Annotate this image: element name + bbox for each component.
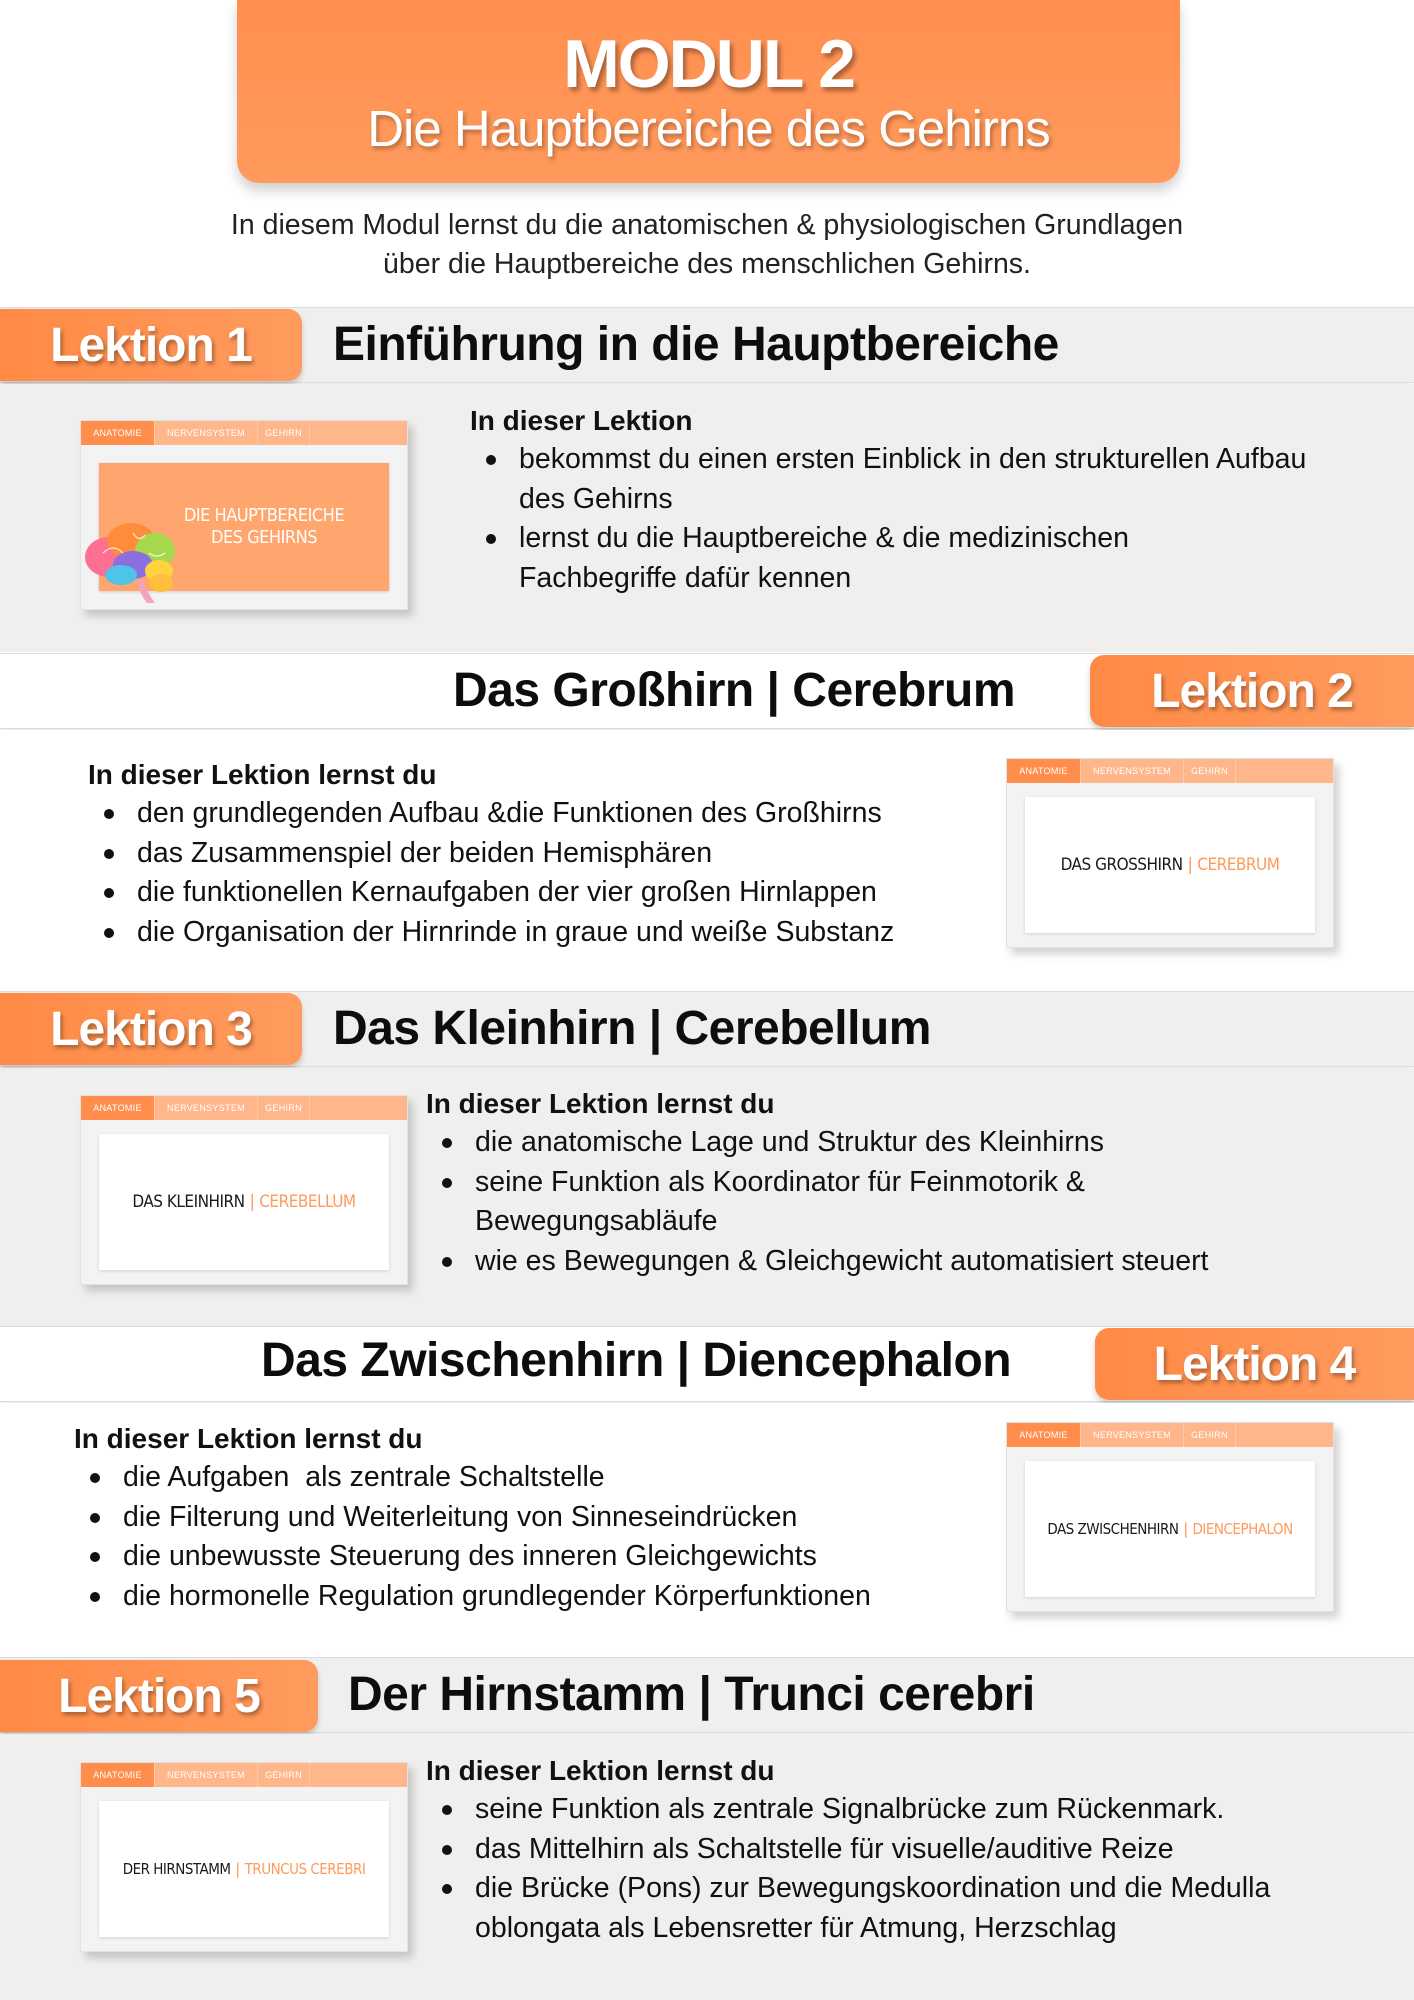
lesson-4-content	[74, 1419, 1004, 1616]
lesson-2-lead: In dieser Lektion lernst du	[88, 759, 437, 790]
lesson-3-point: seine Funktion als Koordinator für Feinmotorik & Bewegungsabläufe	[426, 1163, 1186, 1242]
lesson-4-thumbnail[interactable]	[1006, 1422, 1334, 1612]
thumbnail-slide	[1025, 797, 1315, 933]
lesson-5-point: die Brücke (Pons) zur Bewegungskoordination und die Medulla oblongata als Lebensretter für Atmung, Herzschlag	[426, 1869, 1326, 1948]
lesson-4-point: die hormonelle Regulation grundlegender Körperfunktionen	[74, 1577, 1004, 1617]
thumb-latin: DIENCEPHALON	[1192, 1520, 1293, 1538]
lesson-4-points	[74, 1458, 1004, 1616]
lesson-2-content	[88, 755, 1008, 952]
lesson-3-title: Das Kleinhirn | Cerebellum	[333, 1002, 931, 1055]
lesson-2-point: die Organisation der Hirnrinde in graue und weiße Substanz	[88, 913, 1008, 953]
lesson-3-point: die anatomische Lage und Struktur des Kleinhirns	[426, 1123, 1326, 1163]
thumb-separator: |	[235, 1860, 240, 1878]
brain-icon	[83, 513, 181, 605]
thumb-latin: TRUNCUS CEREBRI	[244, 1860, 366, 1878]
lesson-1-lead: In dieser Lektion	[470, 405, 693, 436]
lesson-3-points	[426, 1123, 1326, 1281]
thumb-nav-gehirn: GEHIRN	[1184, 759, 1236, 783]
thumbnail-nav	[81, 1763, 407, 1787]
intro-line-2: über die Hauptbereiche des menschlichen Gehirns.	[383, 248, 1031, 280]
thumb-nav-nervensystem: NERVENSYSTEM	[155, 1096, 258, 1120]
thumbnail-nav	[81, 1096, 407, 1120]
lesson-2-point: die funktionellen Kernaufgaben der vier großen Hirnlappen	[88, 873, 1008, 913]
thumb-separator: |	[1187, 855, 1193, 875]
intro-line-1: In diesem Modul lernst du die anatomischen & physiologischen Grundlagen	[230, 209, 1184, 241]
lesson-1-tab[interactable]: Lektion 1	[0, 309, 302, 381]
lesson-2-title: Das Großhirn | Cerebrum	[453, 664, 1016, 717]
lesson-3-thumbnail[interactable]	[80, 1095, 408, 1285]
thumbnail-slide	[99, 1801, 389, 1937]
thumb-nav-nervensystem: NERVENSYSTEM	[1081, 1423, 1184, 1447]
lesson-3-content	[426, 1084, 1326, 1281]
thumb-nav-anatomie: ANATOMIE	[81, 421, 155, 445]
thumb-nav-gehirn: GEHIRN	[258, 421, 310, 445]
lesson-2-point: den grundlegenden Aufbau &die Funktionen des Großhirns	[88, 794, 1008, 834]
thumb-title: DAS GROSSHIRN	[1060, 855, 1183, 875]
lesson-5-lead: In dieser Lektion lernst du	[426, 1755, 775, 1786]
lesson-5-point: das Mittelhirn als Schaltstelle für visuelle/auditive Reize	[426, 1830, 1356, 1870]
thumb-separator: |	[1183, 1520, 1188, 1538]
lesson-5-content	[426, 1751, 1356, 1948]
lesson-3-lead: In dieser Lektion lernst du	[426, 1088, 775, 1119]
thumb-latin: CEREBRUM	[1197, 855, 1280, 875]
lesson-1-content	[470, 401, 1370, 598]
lesson-3-point: wie es Bewegungen & Gleichgewicht automatisiert steuert	[426, 1242, 1326, 1282]
lesson-5-title: Der Hirnstamm | Trunci cerebri	[348, 1668, 1035, 1721]
module-title: Die Hauptbereiche des Gehirns	[367, 100, 1050, 157]
thumb-title: DER HIRNSTAMM	[122, 1860, 231, 1878]
thumb-nav-nervensystem: NERVENSYSTEM	[155, 1763, 258, 1787]
thumb-nav-anatomie: ANATOMIE	[1007, 1423, 1081, 1447]
lesson-4-point: die Filterung und Weiterleitung von Sinneseindrücken	[74, 1498, 1004, 1538]
thumb-nav-gehirn: GEHIRN	[258, 1763, 310, 1787]
lesson-1-points	[470, 440, 1370, 598]
module-header-banner	[237, 0, 1180, 183]
thumb-nav-nervensystem: NERVENSYSTEM	[1081, 759, 1184, 783]
lesson-4-point: die unbewusste Steuerung des inneren Gleichgewichts	[74, 1537, 1004, 1577]
lesson-1-title: Einführung in die Hauptbereiche	[333, 318, 1059, 371]
lesson-1-point: bekommst du einen ersten Einblick in den strukturellen Aufbau des Gehirns	[470, 440, 1340, 519]
lesson-4-title: Das Zwischenhirn | Diencephalon	[261, 1334, 1012, 1387]
thumb-title-line-1: DIE HAUPTBEREICHE	[183, 505, 345, 526]
lesson-4-tab[interactable]: Lektion 4	[1095, 1328, 1414, 1400]
thumb-nav-anatomie: ANATOMIE	[1007, 759, 1081, 783]
thumb-nav-anatomie: ANATOMIE	[81, 1096, 155, 1120]
lesson-5-thumbnail[interactable]	[80, 1762, 408, 1952]
thumb-title: DAS ZWISCHENHIRN	[1047, 1520, 1179, 1538]
thumbnail-slide	[1025, 1461, 1315, 1597]
module-intro	[100, 206, 1314, 284]
thumb-title-line-2: DES GEHIRNS	[210, 527, 317, 548]
thumb-nav-gehirn: GEHIRN	[258, 1096, 310, 1120]
thumbnail-nav	[1007, 759, 1333, 783]
lesson-2-point: das Zusammenspiel der beiden Hemisphären	[88, 834, 1008, 874]
lesson-2-points	[88, 794, 1008, 952]
thumbnail-nav	[1007, 1423, 1333, 1447]
module-number: MODUL 2	[563, 26, 854, 102]
thumb-nav-gehirn: GEHIRN	[1184, 1423, 1236, 1447]
lesson-1-thumbnail[interactable]	[80, 420, 408, 610]
thumb-separator: |	[249, 1192, 255, 1212]
lesson-2-tab[interactable]: Lektion 2	[1090, 655, 1414, 727]
lesson-1-point: lernst du die Hauptbereiche & die medizinischen Fachbegriffe dafür kennen	[470, 519, 1250, 598]
thumbnail-slide	[99, 1134, 389, 1270]
lesson-4-point: die Aufgaben als zentrale Schaltstelle	[74, 1458, 1004, 1498]
lesson-5-points	[426, 1790, 1356, 1948]
thumb-latin: CEREBELLUM	[259, 1192, 356, 1212]
thumb-nav-nervensystem: NERVENSYSTEM	[155, 421, 258, 445]
thumb-title: DAS KLEINHIRN	[132, 1192, 245, 1212]
lesson-3-tab[interactable]: Lektion 3	[0, 993, 302, 1065]
lesson-2-thumbnail[interactable]	[1006, 758, 1334, 948]
lesson-5-point: seine Funktion als zentrale Signalbrücke zum Rückenmark.	[426, 1790, 1356, 1830]
lesson-4-lead: In dieser Lektion lernst du	[74, 1423, 423, 1454]
lesson-5-tab[interactable]: Lektion 5	[0, 1660, 318, 1732]
thumbnail-nav	[81, 421, 407, 445]
thumb-nav-anatomie: ANATOMIE	[81, 1763, 155, 1787]
